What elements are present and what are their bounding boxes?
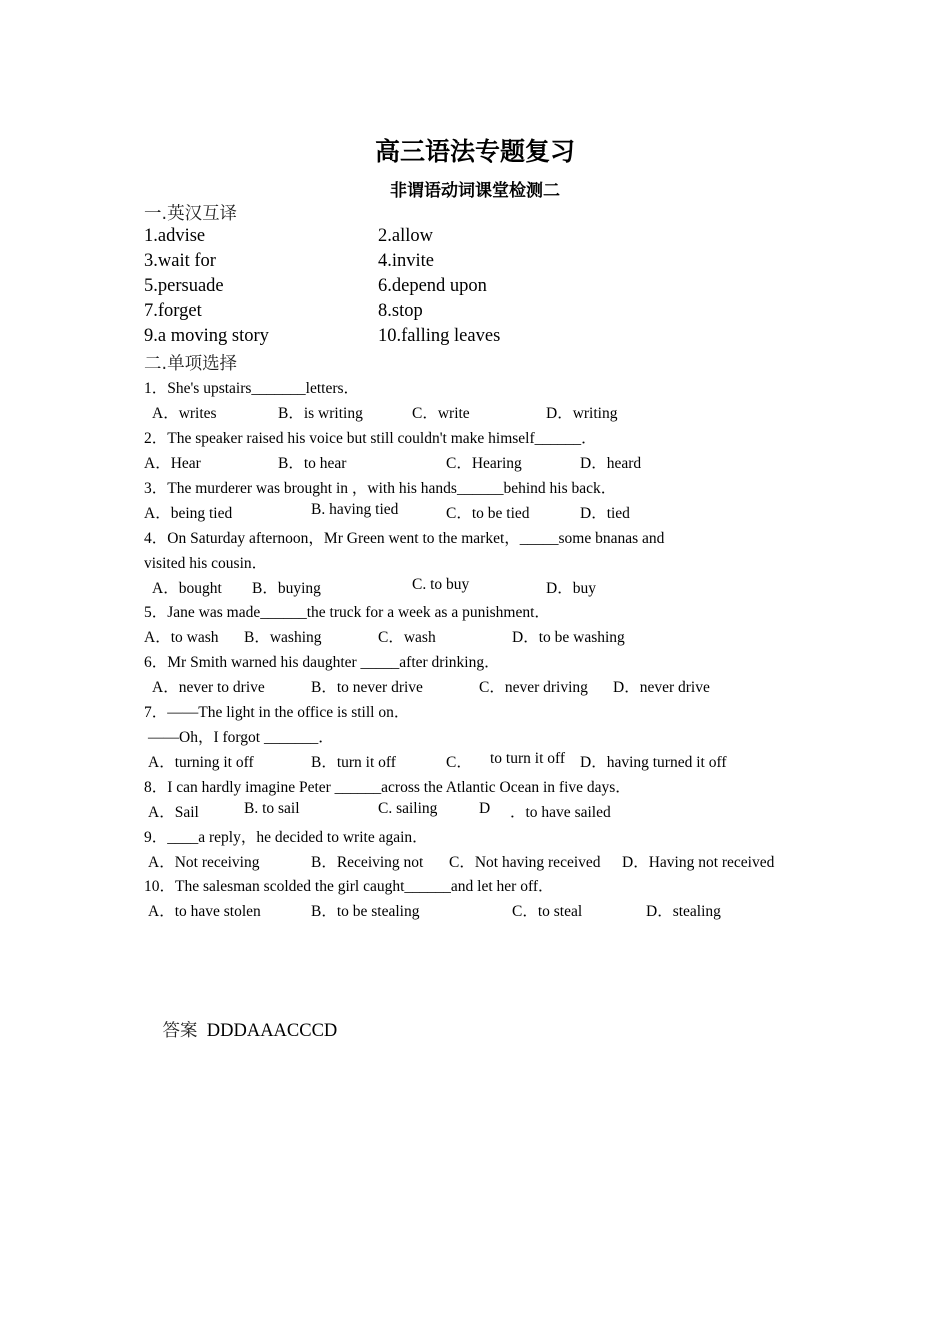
vocab-item: 8.stop — [378, 301, 423, 321]
question-stem: 6．Mr Smith warned his daughter _____after drinking． — [144, 654, 500, 671]
page-title: 高三语法专题复习 — [374, 137, 575, 166]
option-d: D．never drive — [613, 679, 710, 696]
question-stem: 2．The speaker raised his voice but still couldn't make himself______． — [144, 430, 597, 447]
option-b: B．turn it off — [311, 754, 396, 771]
question-stem: 9．____a reply，he decided to write again． — [144, 829, 428, 846]
option-b: B．to hear — [278, 455, 347, 472]
question-stem-continued: visited his cousin． — [144, 555, 268, 572]
option-b: B．washing — [244, 629, 322, 646]
section1-heading: 一.英汉互译 — [144, 204, 238, 224]
question-stem: 4．On Saturday afternoon，Mr Green went to the market，_____some bnanas and — [144, 530, 665, 547]
option-d: D．writing — [546, 405, 618, 422]
option-a: A．Hear — [144, 455, 201, 472]
vocab-item: 2.allow — [378, 226, 433, 246]
option-a: A．bought — [152, 580, 222, 597]
option-a: A．turning it off — [148, 754, 254, 771]
option-d: D．buy — [546, 580, 596, 597]
option-b: B．to never drive — [311, 679, 423, 696]
question-stem: 1．She's upstairs_______letters． — [144, 380, 360, 397]
option-b: B. to sail — [244, 800, 300, 817]
option-d: D．to be washing — [512, 629, 625, 646]
vocab-item: 7.forget — [144, 301, 202, 321]
vocab-item: 10.falling leaves — [378, 326, 501, 346]
option-c: C．to steal — [512, 903, 583, 920]
question-stem: 3．The murderer was brought in ，with his hands______behind his back． — [144, 480, 617, 497]
option-a: A．Not receiving — [148, 854, 260, 871]
section2-heading: 二.单项选择 — [144, 354, 238, 374]
option-c: C．Hearing — [446, 455, 522, 472]
option-b: B．buying — [252, 580, 321, 597]
option-a: A．Sail — [148, 804, 199, 821]
vocab-item: 4.invite — [378, 251, 435, 271]
option-a: A．to have stolen — [148, 903, 261, 920]
option-d: D．tied — [580, 505, 630, 522]
answer-value: DDDAAACCCD — [206, 1021, 338, 1041]
option-d: D．heard — [580, 455, 642, 472]
option-a: A．being tied — [144, 505, 233, 522]
vocab-item: 3.wait for — [144, 251, 216, 271]
option-c: C．never driving — [479, 679, 588, 696]
page-subtitle: 非谓语动词课堂检测二 — [390, 181, 560, 201]
option-c: C． — [446, 754, 472, 771]
option-b: B．is writing — [278, 405, 363, 422]
option-a: A．never to drive — [152, 679, 265, 696]
vocab-item: 9.a moving story — [144, 326, 269, 346]
option-d: D．having turned it off — [580, 754, 727, 771]
option-c: C．write — [412, 405, 470, 422]
option-c: C．Not having received — [449, 854, 601, 871]
option-c: C. sailing — [378, 800, 438, 817]
question-stem: 8．I can hardly imagine Peter ______across the Atlantic Ocean in five days． — [144, 779, 631, 796]
vocab-item: 1.advise — [144, 226, 206, 246]
option-c: C. to buy — [412, 576, 470, 593]
option-d: D — [479, 800, 491, 817]
question-stem: 10．The salesman scolded the girl caught______and let her off． — [144, 878, 554, 895]
option-a: A．to wash — [144, 629, 219, 646]
vocab-item: 5.persuade — [144, 276, 224, 296]
option-d: D．stealing — [646, 903, 721, 920]
option-d-text: ．to have sailed — [510, 804, 611, 821]
option-c: C．wash — [378, 629, 436, 646]
option-d: D．Having not received — [622, 854, 775, 871]
option-b: B．Receiving not — [311, 854, 424, 871]
question-stem: 5．Jane was made______the truck for a week as a punishment． — [144, 604, 550, 621]
option-b: B．to be stealing — [311, 903, 420, 920]
option-b: B. having tied — [311, 501, 399, 518]
vocab-item: 6.depend upon — [378, 276, 487, 296]
question-stem: 7．——The light in the office is still on． — [144, 704, 410, 721]
answer-line — [144, 996, 337, 1063]
answer-label: 答案 — [162, 1021, 198, 1041]
option-c: C．to be tied — [446, 505, 530, 522]
option-c-text: to turn it off — [490, 750, 566, 767]
question-stem-continued: ——Oh，I forgot _______． — [148, 729, 334, 746]
option-a: A．writes — [152, 405, 217, 422]
